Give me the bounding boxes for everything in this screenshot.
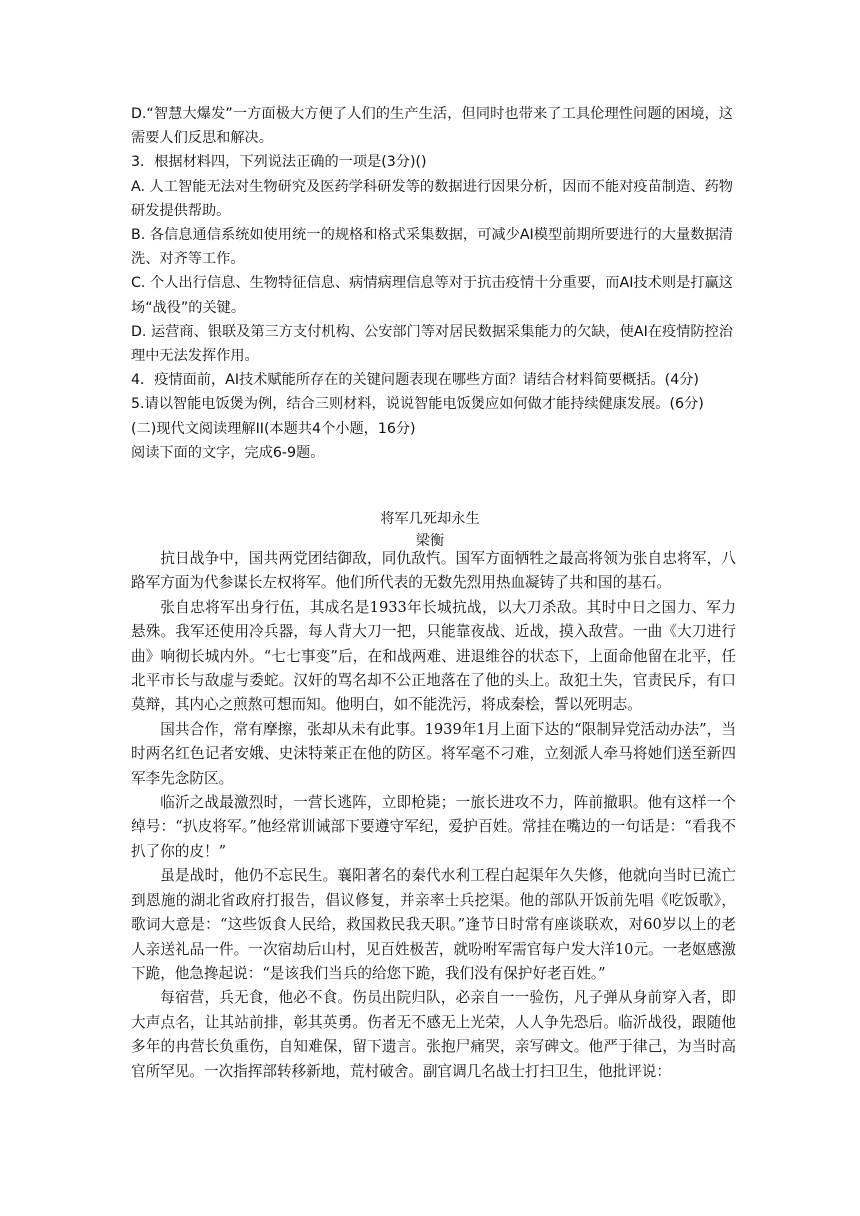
article-author: 梁衡 [415, 533, 445, 549]
question-3-option-d: D. 运营商、银联及第三方支付机构、公安部门等对居民数据采集能力的欠缺，使AI在疫情防控治理中无法发挥作用。 [131, 323, 733, 365]
question-5: 5.请以智能电饭煲为例，结合三则材料，说说智能电饭煲应如何做才能持续健康发展。(6分) [131, 396, 704, 413]
option-d-previous: D.“智慧大爆发”一方面极大方便了人们的生产生活，但同时也带来了工具伦理性问题的困境，这需要人们反思和解决。 [131, 106, 733, 147]
question-3-option-b: B. 各信息通信系统如使用统一的规格和格式采集数据，可减少AI模型前期所要进行的大量数据清洗、对齐等工作。 [131, 227, 733, 268]
question-3-option-c: C. 个人出行信息、生物特征信息、病情病理信息等对于抗击疫情十分重要，而AI技术则是打赢这场“战役”的关键。 [131, 275, 733, 316]
question-3-option-a: A. 人工智能无法对生物研究及医药学科研发等的数据进行因果分析，因而不能对疫苗制造、药物研发提供帮助。 [131, 178, 733, 219]
article-paragraph: 国共合作，常有摩擦，张却从未有此事。1939年1月上面下达的“限制异党活动办法”，当时两名红色记者安娥、史沫特莱正在他的防区。将军毫不刁难，立刻派人牵马将她们送至新四军李先念防区。 [131, 720, 736, 787]
article-paragraph: 抗日战争中，国共两党团结御敌，同仇敌忾。国军方面牺牲之最高将领为张自忠将军，八路军方面为代参谋长左权将军。他们所代表的无数先烈用热血凝铸了共和国的基石。 [131, 550, 736, 592]
article-paragraph: 临沂之战最激烈时，一营长逃阵，立即枪毙；一旅长进攻不力，阵前撤职。他有这样一个绰号：“扒皮将军。”他经常训诫部下要遵守军纪，爱护百姓。常挂在嘴边的一句话是：“看我不扒了你的皮！” [131, 794, 736, 860]
question-4: 4．疫情面前，AI技术赋能所存在的关键问题表现在哪些方面？请结合材料简要概括。(4分) [131, 372, 699, 389]
reading-instruction: 阅读下面的文字，完成6-9题。 [131, 444, 325, 461]
article-paragraph: 张自忠将军出身行伍，其成名是1933年长城抗战，以大刀杀敌。其时中日之国力、军力悬殊。我军还使用冷兵器，每人背大刀一把，只能靠夜战、近战，摸入敌营。一曲《大刀进行曲》响彻长城内外。“七七事变”后，在和战两难、进退维谷的状态下，上面命他留在北平，任北平市长与敌虚与委蛇。汉奸的骂名却不公正地落在了他的头上。敌犯土失，官责民斥，有口莫辩，其内心之煎熬可想而知。他明白，如不能洗污，将成秦桧，誓以死明志。 [131, 598, 736, 714]
article-title: 将军几死却永生 [380, 511, 480, 527]
article-body [131, 547, 736, 1084]
question-3: 3．根据材料四，下列说法正确的一项是(3分)() [131, 154, 427, 171]
article-paragraph: 每宿营，兵无食，他必不食。伤员出院归队，必亲自一一验伤，凡子弹从身前穿入者，即大声点名，让其站前排，彰其英勇。伤者无不感无上光荣，人人争先恐后。临沂战役，跟随他多年的冉营长负重伤，自知难保，留下遗言。张抱尸痛哭，亲写碑文。他严于律己，为当时高官所罕见。一次指挥部转移新地，荒村破舍。副官调几名战士打扫卫生，他批评说： [131, 989, 736, 1080]
article-paragraph: 虽是战时，他仍不忘民生。襄阳著名的秦代水利工程白起渠年久失修，他就向当时已流亡到恩施的湖北省政府打报告，倡议修复，并亲率士兵挖渠。他的部队开饭前先唱《吃饭歌》，歌词大意是：“这些饭食人民给，救国救民我天职。”逢节日时常有座谈联欢，对60岁以上的老人亲送礼品一件。一次宿劫后山村，见百姓极苦，就吩咐军需官每户发大洋10元。一老妪感激下跪，他急搀起说：“是该我们当兵的给您下跪，我们没有保护好老百姓。” [131, 867, 736, 982]
section-heading: (二)现代文阅读理解II(本题共4个小题，16分) [131, 420, 416, 437]
question-section [131, 102, 733, 465]
